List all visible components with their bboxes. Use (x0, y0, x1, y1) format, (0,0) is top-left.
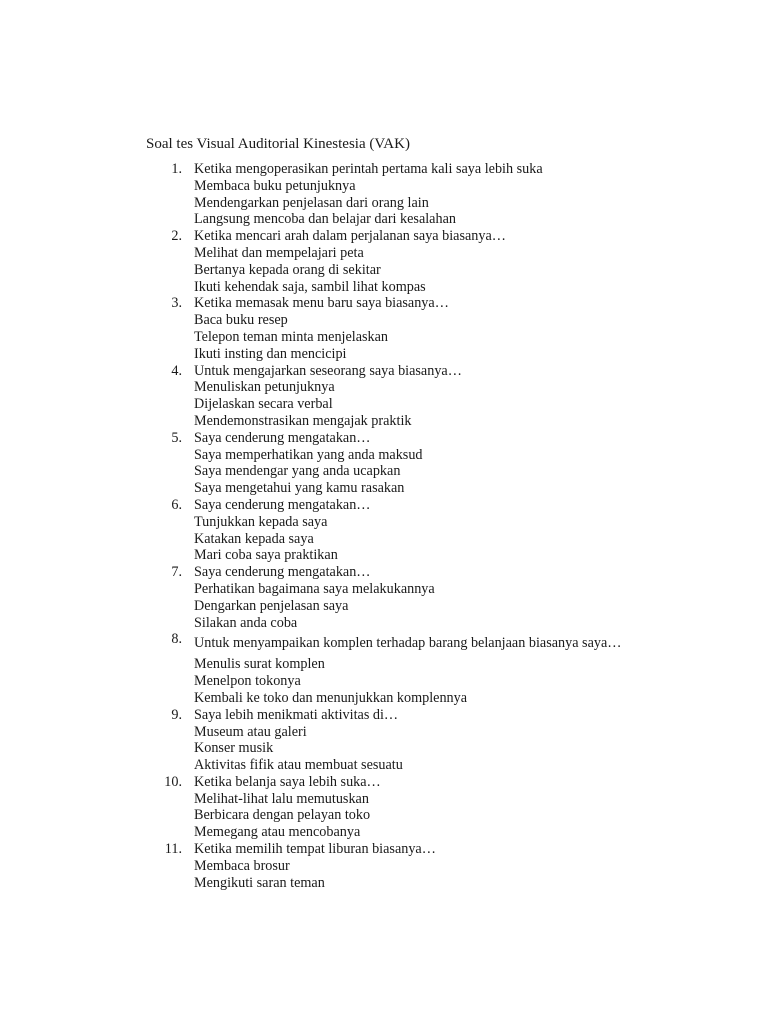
answer-option: Silakan anda coba (194, 614, 298, 631)
question-number: 3. (171, 295, 182, 312)
answer-option: Museum atau galeri (194, 723, 307, 740)
question-number: 10. (164, 773, 182, 790)
answer-option: Dijelaskan secara verbal (194, 396, 333, 413)
answer-option: Menuliskan petunjuknya (194, 379, 335, 396)
question-number: 2. (171, 228, 182, 245)
answer-option: Mengikuti saran teman (194, 874, 325, 891)
question-number: 6. (171, 496, 182, 513)
document-page (146, 136, 706, 891)
answer-option: Baca buku resep (194, 312, 288, 329)
answer-option: Konser musik (194, 740, 274, 757)
answer-option: Bertanya kepada orang di sekitar (194, 261, 381, 278)
answer-option: Katakan kepada saya (194, 530, 314, 547)
question-number: 7. (171, 564, 182, 581)
question-text: Saya cenderung mengatakan… (194, 496, 371, 513)
answer-option: Mendengarkan penjelasan dari orang lain (194, 194, 429, 211)
answer-option: Saya mendengar yang anda ucapkan (194, 463, 401, 480)
answer-option: Aktivitas fifik atau membuat sesuatu (194, 757, 403, 774)
question-text: Untuk menyampaikan komplen terhadap barang belanjaan biasanya saya… (194, 635, 622, 652)
question-text: Untuk mengajarkan seseorang saya biasanya… (194, 362, 462, 379)
question-item (146, 774, 706, 841)
question-number: 4. (171, 362, 182, 379)
question-text: Ketika belanja saya lebih suka… (194, 773, 381, 790)
answer-option: Membaca brosur (194, 857, 290, 874)
answer-option: Menelpon tokonya (194, 673, 301, 690)
answer-option: Mari coba saya praktikan (194, 547, 338, 564)
question-item (146, 295, 706, 362)
answer-option: Tunjukkan kepada saya (194, 513, 328, 530)
question-number: 9. (171, 706, 182, 723)
answer-option: Mendemonstrasikan mengajak praktik (194, 412, 412, 429)
question-text: Saya cenderung mengatakan… (194, 429, 371, 446)
answer-option: Melihat-lihat lalu memutuskan (194, 790, 369, 807)
answer-option: Saya memperhatikan yang anda maksud (194, 446, 423, 463)
question-item (146, 631, 706, 706)
document-title: Soal tes Visual Auditorial Kinestesia (VAK) (146, 136, 410, 152)
answer-option: Langsung mencoba dan belajar dari kesalahan (194, 211, 456, 228)
question-number: 11. (164, 841, 182, 858)
answer-option: Ikuti kehendak saja, sambil lihat kompas (194, 278, 426, 295)
question-item (146, 707, 706, 774)
answer-option: Membaca buku petunjuknya (194, 177, 356, 194)
question-number: 8. (171, 631, 182, 648)
question-number: 5. (171, 429, 182, 446)
question-list (146, 161, 706, 891)
question-item (146, 228, 706, 295)
answer-option: Telepon teman minta menjelaskan (194, 328, 389, 345)
question-item (146, 841, 706, 891)
answer-option: Ikuti insting dan mencicipi (194, 345, 347, 362)
question-number: 1. (171, 161, 182, 177)
question-text: Ketika memasak menu baru saya biasanya… (194, 295, 449, 312)
question-item (146, 161, 706, 228)
question-text: Saya lebih menikmati aktivitas di… (194, 706, 399, 723)
question-text: Saya cenderung mengatakan… (194, 564, 371, 581)
question-text: Ketika memilih tempat liburan biasanya… (194, 841, 436, 858)
answer-option: Perhatikan bagaimana saya melakukannya (194, 580, 435, 597)
answer-option: Memegang atau mencobanya (194, 824, 361, 841)
answer-option: Dengarkan penjelasan saya (194, 597, 349, 614)
question-text: Ketika mengoperasikan perintah pertama kali saya lebih suka (194, 161, 543, 177)
question-item (146, 564, 706, 631)
question-item (146, 363, 706, 430)
answer-option: Saya mengetahui yang kamu rasakan (194, 480, 405, 497)
answer-option: Menulis surat komplen (194, 656, 325, 673)
answer-option: Kembali ke toko dan menunjukkan komplennya (194, 689, 468, 706)
question-item (146, 497, 706, 564)
question-text: Ketika mencari arah dalam perjalanan saya biasanya… (194, 228, 506, 245)
question-item (146, 430, 706, 497)
answer-option: Melihat dan mempelajari peta (194, 244, 364, 261)
answer-option: Berbicara dengan pelayan toko (194, 807, 371, 824)
